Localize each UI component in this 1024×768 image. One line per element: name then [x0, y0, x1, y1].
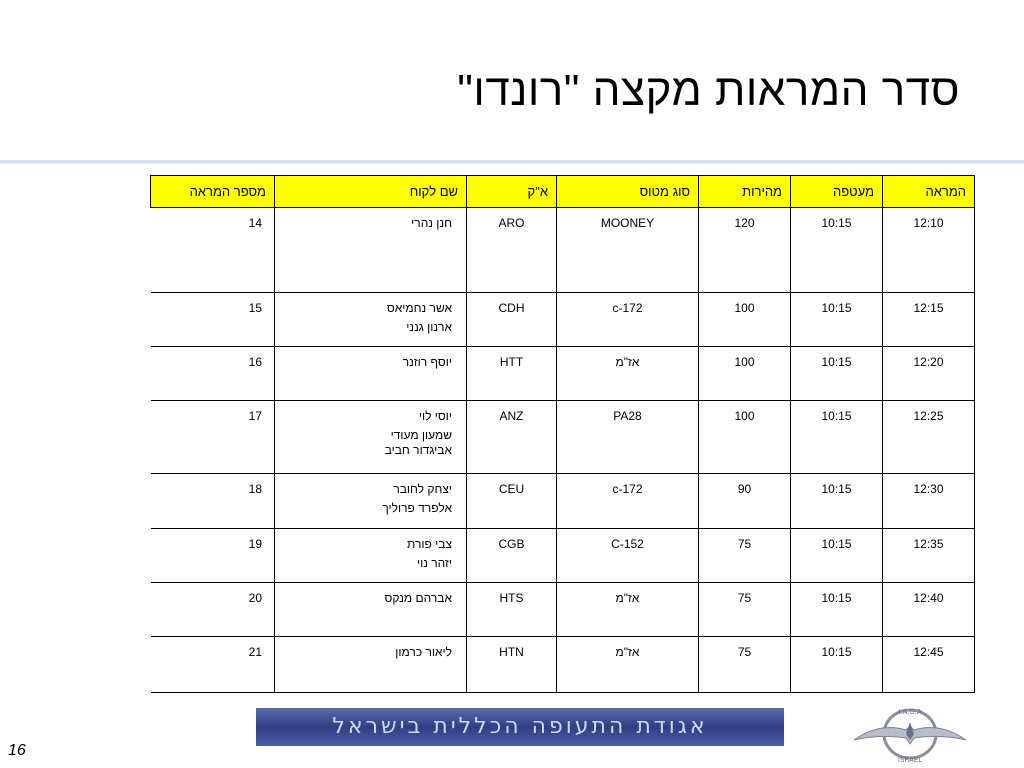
cell-aircraft-type: C-152	[557, 529, 699, 583]
organization-banner	[256, 708, 784, 746]
table-row	[151, 637, 975, 693]
cell-departure: 10:15	[791, 401, 883, 474]
pilot-name: יזהר נוי	[416, 556, 452, 570]
pilot-name: יצחק לחובר	[393, 482, 452, 496]
cell-aircraft-type: PA28	[557, 401, 699, 474]
schedule-table	[150, 175, 975, 693]
cell-departure: 10:15	[791, 347, 883, 401]
cell-callsign: CEU	[467, 474, 557, 529]
pilot-name: אביגדור חביב	[384, 443, 452, 457]
cell-callsign: ARO	[467, 208, 557, 293]
cell-aircraft-type: c-172	[557, 293, 699, 347]
cell-speed: 100	[699, 293, 791, 347]
cell-flight-number: 19	[151, 529, 275, 583]
cell-departure: 10:15	[791, 637, 883, 693]
cell-client	[275, 293, 467, 347]
cell-aircraft-type: אז"מ	[557, 637, 699, 693]
pilot-name: אברהם מנקס	[384, 591, 452, 605]
title-divider	[0, 160, 1024, 164]
page-title: סדר המראות מקצה "רונדו"	[457, 66, 960, 115]
cell-flight-number: 15	[151, 293, 275, 347]
cell-aircraft-type: c-172	[557, 474, 699, 529]
header-row	[151, 176, 975, 208]
cell-callsign: HTS	[467, 583, 557, 637]
table-row	[151, 529, 975, 583]
cell-departure: 10:15	[791, 293, 883, 347]
cell-takeoff: 12:35	[883, 529, 975, 583]
cell-speed: 90	[699, 474, 791, 529]
cell-client	[275, 474, 467, 529]
cell-speed: 120	[699, 208, 791, 293]
cell-departure: 10:15	[791, 529, 883, 583]
organization-logo	[850, 700, 970, 768]
pilot-name: אשר נחמיאס	[386, 301, 452, 315]
table-row	[151, 347, 975, 401]
cell-client	[275, 529, 467, 583]
cell-departure: 10:15	[791, 583, 883, 637]
cell-callsign: HTN	[467, 637, 557, 693]
pilot-name: יוסי לוי	[418, 409, 452, 423]
col-header-aircraft-type: סוג מטוס	[557, 176, 699, 208]
cell-client	[275, 401, 467, 474]
pilot-name: שמעון מעודי	[390, 428, 452, 442]
cell-takeoff: 12:45	[883, 637, 975, 693]
cell-takeoff: 12:10	[883, 208, 975, 293]
cell-client	[275, 583, 467, 637]
cell-takeoff: 12:30	[883, 474, 975, 529]
cell-flight-number: 14	[151, 208, 275, 293]
cell-takeoff: 12:40	[883, 583, 975, 637]
table-row	[151, 293, 975, 347]
cell-callsign: HTT	[467, 347, 557, 401]
col-header-flight-number: מספר המראה	[151, 176, 275, 208]
cell-flight-number: 21	[151, 637, 275, 693]
page-number: 16	[8, 742, 26, 759]
col-header-departure: מעטפה	[791, 176, 883, 208]
cell-aircraft-type: MOONEY	[557, 208, 699, 293]
cell-speed: 75	[699, 637, 791, 693]
cell-client	[275, 208, 467, 293]
col-header-callsign: א"ק	[467, 176, 557, 208]
cell-speed: 75	[699, 583, 791, 637]
cell-flight-number: 20	[151, 583, 275, 637]
pilot-name: חנן נהרי	[411, 216, 452, 230]
logo-top-text: I.A.G.A	[898, 708, 922, 716]
col-header-speed: מהירות	[699, 176, 791, 208]
cell-flight-number: 16	[151, 347, 275, 401]
col-header-takeoff: המראה	[883, 176, 975, 208]
table-row	[151, 208, 975, 293]
cell-callsign: CGB	[467, 529, 557, 583]
cell-departure: 10:15	[791, 208, 883, 293]
col-header-client: שם לקוח	[275, 176, 467, 208]
cell-client	[275, 347, 467, 401]
pilot-name: אלפרד פרוליך	[382, 501, 452, 515]
table-row	[151, 401, 975, 474]
cell-speed: 75	[699, 529, 791, 583]
cell-takeoff: 12:20	[883, 347, 975, 401]
cell-callsign: ANZ	[467, 401, 557, 474]
cell-client	[275, 637, 467, 693]
cell-flight-number: 17	[151, 401, 275, 474]
pilot-name: צבי פורת	[407, 537, 452, 551]
cell-aircraft-type: אז"מ	[557, 583, 699, 637]
cell-callsign: CDH	[467, 293, 557, 347]
logo-bottom-text: ISRAEL	[897, 756, 923, 764]
pilot-name: ארנון גנני	[406, 320, 452, 334]
table-row	[151, 474, 975, 529]
table-row	[151, 583, 975, 637]
pilot-name: ליאור כרמון	[395, 645, 452, 659]
cell-takeoff: 12:25	[883, 401, 975, 474]
cell-flight-number: 18	[151, 474, 275, 529]
cell-aircraft-type: אז"מ	[557, 347, 699, 401]
cell-speed: 100	[699, 347, 791, 401]
pilot-name: יוסף רוזנר	[402, 355, 452, 369]
cell-takeoff: 12:15	[883, 293, 975, 347]
cell-departure: 10:15	[791, 474, 883, 529]
cell-speed: 100	[699, 401, 791, 474]
organization-name: אגודת התעופה הכללית בישראל	[332, 714, 708, 739]
